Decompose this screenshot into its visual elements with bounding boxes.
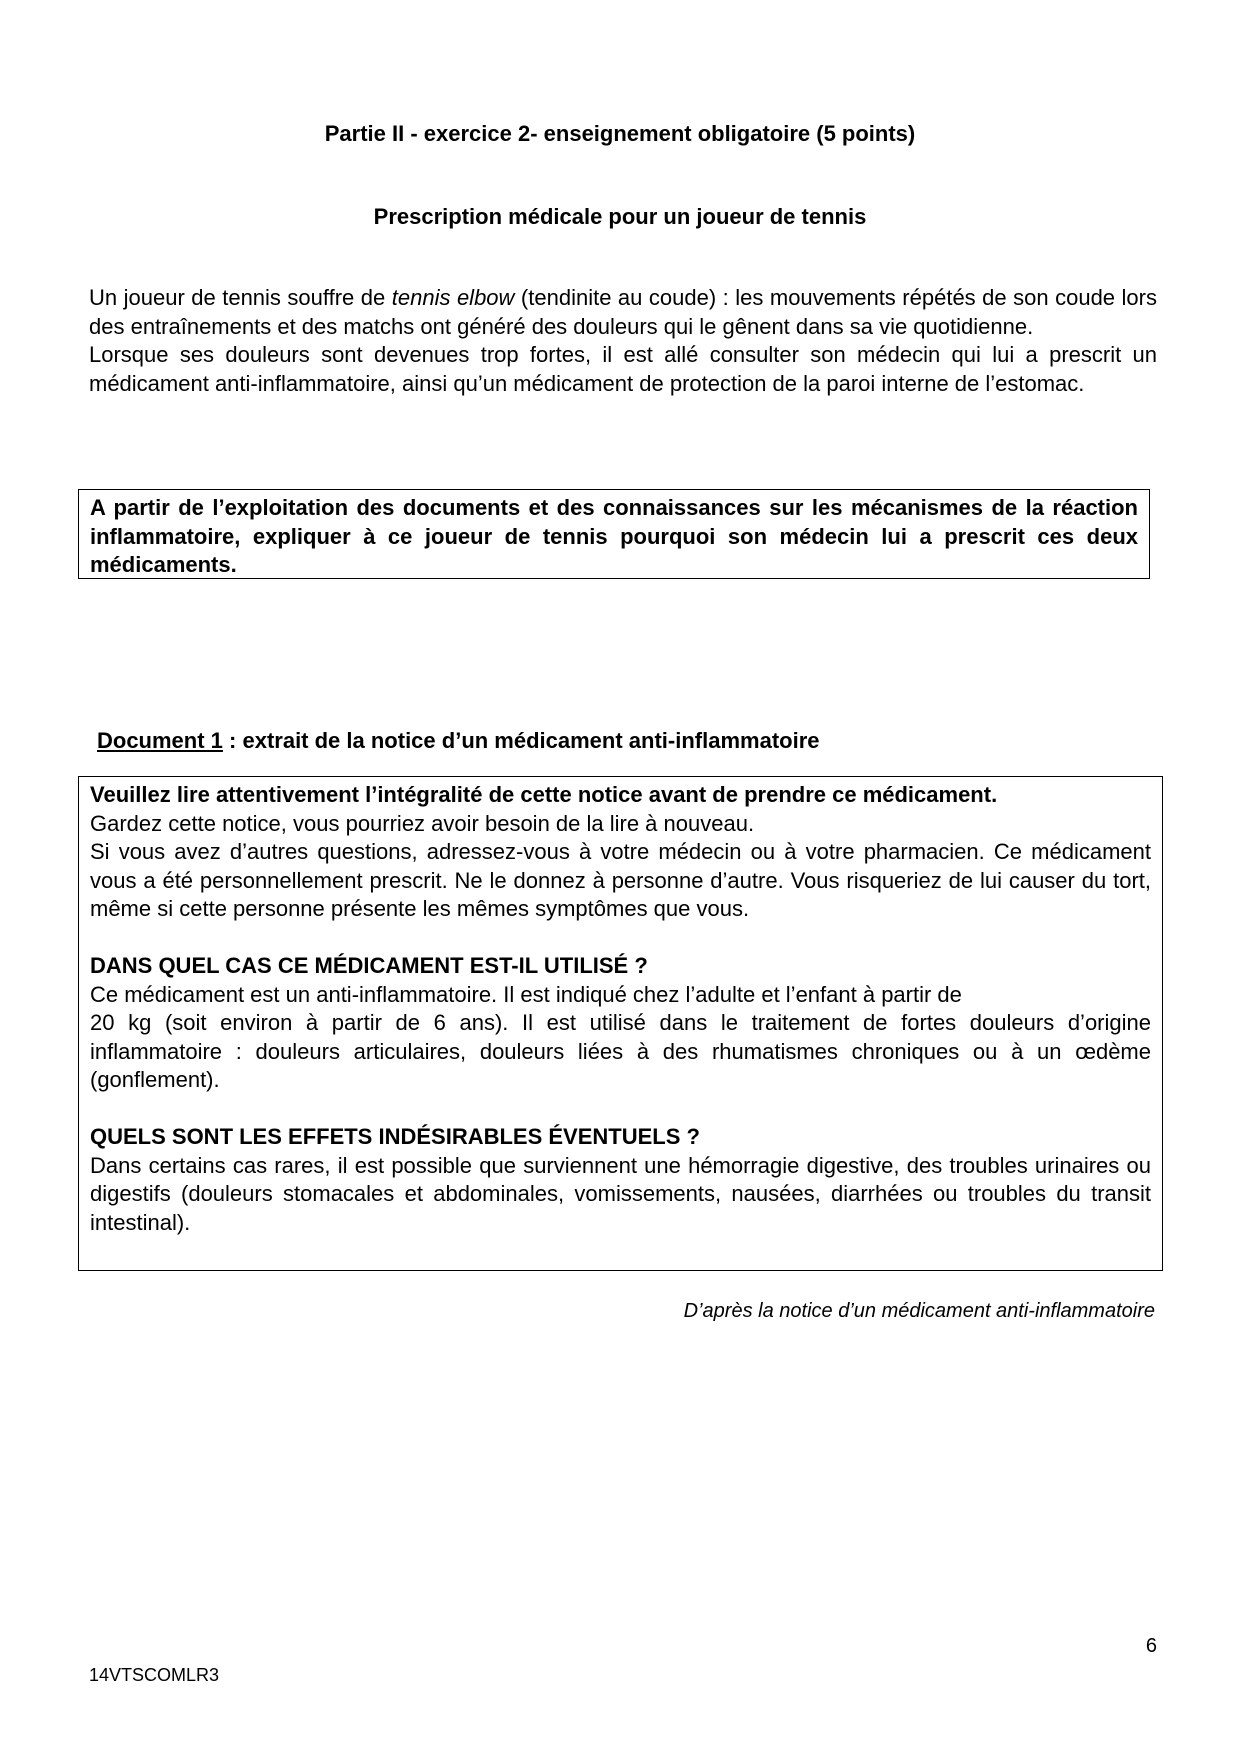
document-1-title: Document 1 : extrait de la notice d’un médicament anti-inflammatoire bbox=[97, 728, 820, 753]
notice-line-1: Gardez cette notice, vous pourriez avoir besoin de la lire à nouveau. bbox=[90, 810, 755, 836]
intro-paragraph-2: Lorsque ses douleurs sont devenues trop fortes, il est allé consulter son médecin qui lui a prescrit un médicament anti-inflammatoire, ainsi qu’un médicament de protection de la paroi interne de l’estomac. bbox=[89, 342, 1157, 396]
document-1-box bbox=[78, 776, 1163, 1271]
side-effects-heading: QUELS SONT LES EFFETS INDÉSIRABLES ÉVENTUELS ? bbox=[90, 1124, 700, 1149]
exercise-title: Partie II - exercice 2- enseignement obligatoire (5 points) bbox=[324, 121, 916, 146]
page-number: 6 bbox=[1145, 1635, 1157, 1657]
spacer bbox=[90, 1095, 1151, 1124]
side-effects-text: Dans certains cas rares, il est possible que surviennent une hémorragie digestive, des troubles urinaires ou digestifs (douleurs stomacales et abdominales, vomissements, nausées, diarrhées ou troubles du transit intestinal). bbox=[90, 1152, 1151, 1235]
intro-text bbox=[89, 284, 1157, 398]
exercise-subtitle: Prescription médicale pour un joueur de tennis bbox=[373, 204, 867, 229]
notice-warning: Veuillez lire attentivement l’intégralité de cette notice avant de prendre ce médicament. bbox=[90, 782, 998, 807]
usage-line-1: Ce médicament est un anti-inflammatoire. Il est indiqué chez l’adulte et l’enfant à partir de bbox=[90, 981, 962, 1007]
spacer bbox=[90, 924, 1151, 953]
tennis-elbow-term: tennis elbow bbox=[391, 285, 515, 310]
task-box bbox=[78, 489, 1150, 579]
exam-code: 14VTSCOMLR3 bbox=[89, 1665, 220, 1685]
usage-text: 20 kg (soit environ à partir de 6 ans). Il est utilisé dans le traitement de fortes douleurs d’origine inflammatoire : douleurs articulaires, douleurs liées à des rhumatismes chroniques ou à un œdème (gonflement). bbox=[90, 1010, 1151, 1092]
usage-heading: DANS QUEL CAS CE MÉDICAMENT EST-IL UTILISÉ ? bbox=[90, 953, 648, 978]
source-citation: D’après la notice d’un médicament anti-inflammatoire bbox=[683, 1300, 1155, 1322]
notice-line-2: Si vous avez d’autres questions, adressez-vous à votre médecin ou à votre pharmacien. Ce médicament vous a été personnellement prescrit. Ne le donnez à personne d’autre. Vous risqueriez de lui causer du tort, même si cette personne présente les mêmes symptômes que vous. bbox=[90, 839, 1151, 921]
document-1-label: Document 1 bbox=[97, 728, 223, 753]
intro-paragraph-1: Un joueur de tennis souffre de tennis elbow (tendinite au coude) : les mouvements répétés de son coude lors des entraînements et des matchs ont généré des douleurs qui le gênent dans sa vie quotidienne. bbox=[89, 285, 1157, 339]
task-text: A partir de l’exploitation des documents et des connaissances sur les mécanismes de la réaction inflammatoire, expliquer à ce joueur de tennis pourquoi son médecin lui a prescrit ces deux médicaments. bbox=[90, 495, 1138, 577]
